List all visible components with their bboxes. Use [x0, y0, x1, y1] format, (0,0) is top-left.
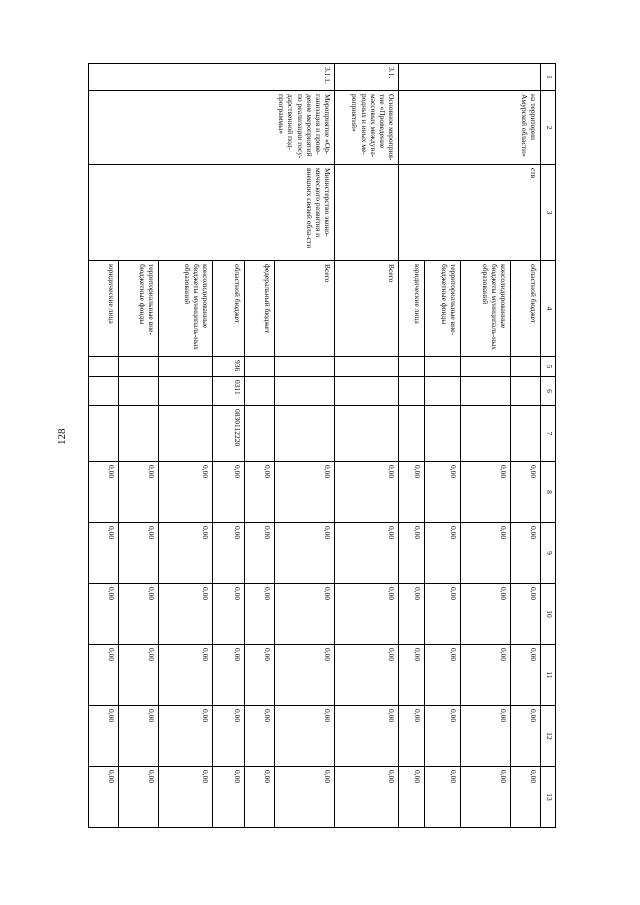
value-cell: 0,00 [213, 767, 245, 828]
value-cell: 0,00 [335, 767, 399, 828]
cell-grbs [159, 357, 213, 377]
value-cell: 0,00 [89, 767, 119, 828]
cell-c2: на территории Амурской области» [511, 91, 541, 165]
cell-source: юридические лица [399, 261, 425, 357]
header-cell: 5 [541, 357, 556, 377]
value-cell: 0,00 [511, 706, 541, 767]
cell-c1 [89, 64, 119, 91]
cell-grbs [425, 357, 461, 377]
cell-csr [119, 406, 159, 462]
cell-rz-pr [275, 377, 335, 406]
table-row [89, 64, 119, 828]
value-cell: 0,00 [159, 706, 213, 767]
header-cell: 7 [541, 406, 556, 462]
cell-csr [275, 406, 335, 462]
value-cell: 0,00 [213, 645, 245, 706]
value-cell: 0,00 [119, 584, 159, 645]
value-cell: 0,00 [335, 584, 399, 645]
cell-source: юридические лица [89, 261, 119, 357]
table-row [399, 64, 425, 828]
cell-source: Всего [335, 261, 399, 357]
value-cell: 0,00 [275, 645, 335, 706]
value-cell: 0,00 [89, 523, 119, 584]
cell-rz-pr [119, 377, 159, 406]
value-cell: 0,00 [399, 645, 425, 706]
value-cell: 0,00 [245, 706, 275, 767]
value-cell: 0,00 [213, 584, 245, 645]
cell-c2: Основное мероприя-тие «Проведение массовых междуна-родных и иных ме-роприятий» [335, 91, 399, 165]
cell-source: территориальные вне-бюджетные фонды [119, 261, 159, 357]
value-cell: 0,00 [245, 462, 275, 523]
cell-c1: 3.1. [335, 64, 399, 91]
header-cell: 10 [541, 584, 556, 645]
cell-c3 [213, 165, 245, 261]
cell-c3 [399, 165, 425, 261]
cell-c2 [119, 91, 159, 165]
cell-c1 [461, 64, 511, 91]
cell-rz-pr: 0311 [213, 377, 245, 406]
value-cell: 0,00 [399, 584, 425, 645]
value-cell: 0,00 [335, 645, 399, 706]
cell-grbs [275, 357, 335, 377]
cell-c2 [399, 91, 425, 165]
header-cell: 2 [541, 91, 556, 165]
cell-csr: 0830112220 [213, 406, 245, 462]
value-cell: 0,00 [461, 584, 511, 645]
cell-source: Всего [275, 261, 335, 357]
value-cell: 0,00 [89, 645, 119, 706]
value-cell: 0,00 [275, 706, 335, 767]
cell-source: консолидированные бюджеты муниципаль-ных образований [159, 261, 213, 357]
value-cell: 0,00 [511, 523, 541, 584]
cell-c1 [119, 64, 159, 91]
cell-c1 [511, 64, 541, 91]
cell-csr [245, 406, 275, 462]
cell-c1 [159, 64, 213, 91]
cell-source: областной бюджет [213, 261, 245, 357]
value-cell: 0,00 [511, 462, 541, 523]
header-cell: 9 [541, 523, 556, 584]
value-cell: 0,00 [213, 706, 245, 767]
value-cell: 0,00 [119, 767, 159, 828]
cell-source: консолидированные бюджеты муниципаль-ных образований [461, 261, 511, 357]
value-cell: 0,00 [159, 584, 213, 645]
header-cell: 8 [541, 462, 556, 523]
value-cell: 0,00 [425, 767, 461, 828]
cell-c2 [425, 91, 461, 165]
header-cell: 1 [541, 64, 556, 91]
cell-csr [511, 406, 541, 462]
cell-c1: 3.1.1. [275, 64, 335, 91]
table-row [245, 64, 275, 828]
value-cell: 0,00 [335, 462, 399, 523]
cell-c2 [213, 91, 245, 165]
value-cell: 0,00 [425, 523, 461, 584]
value-cell: 0,00 [213, 462, 245, 523]
cell-csr [425, 406, 461, 462]
cell-csr [89, 406, 119, 462]
value-cell: 0,00 [461, 706, 511, 767]
cell-c3 [119, 165, 159, 261]
cell-grbs [335, 357, 399, 377]
cell-source: территориальные вне-бюджетные фонды [425, 261, 461, 357]
value-cell: 0,00 [335, 706, 399, 767]
header-cell: 12 [541, 706, 556, 767]
header-cell: 4 [541, 261, 556, 357]
cell-c2 [89, 91, 119, 165]
value-cell: 0,00 [119, 462, 159, 523]
value-cell: 0,00 [335, 523, 399, 584]
cell-rz-pr [335, 377, 399, 406]
table-row [335, 64, 399, 828]
cell-c3 [159, 165, 213, 261]
value-cell: 0,00 [425, 645, 461, 706]
value-cell: 0,00 [245, 523, 275, 584]
value-cell: 0,00 [119, 523, 159, 584]
value-cell: 0,00 [425, 706, 461, 767]
value-cell: 0,00 [275, 462, 335, 523]
cell-c3 [335, 165, 399, 261]
value-cell: 0,00 [461, 462, 511, 523]
table-row [159, 64, 213, 828]
table-row [119, 64, 159, 828]
cell-grbs [119, 357, 159, 377]
value-cell: 0,00 [511, 767, 541, 828]
cell-source: федеральный бюджет [245, 261, 275, 357]
value-cell: 0,00 [461, 645, 511, 706]
value-cell: 0,00 [245, 767, 275, 828]
cell-c1 [425, 64, 461, 91]
cell-rz-pr [89, 377, 119, 406]
table-row [425, 64, 461, 828]
value-cell: 0,00 [159, 767, 213, 828]
rotated-table-container [107, 63, 556, 828]
cell-c1 [213, 64, 245, 91]
cell-c1 [399, 64, 425, 91]
cell-rz-pr [511, 377, 541, 406]
cell-csr [461, 406, 511, 462]
cell-c3: ств [511, 165, 541, 261]
value-cell: 0,00 [399, 462, 425, 523]
cell-c3: Министерство эконо-мического развития и внешних связей обла-сти [275, 165, 335, 261]
cell-c2 [245, 91, 275, 165]
cell-c2 [159, 91, 213, 165]
value-cell: 0,00 [511, 584, 541, 645]
cell-grbs [89, 357, 119, 377]
cell-c3 [245, 165, 275, 261]
table-row [275, 64, 335, 828]
cell-rz-pr [159, 377, 213, 406]
page-number: 128 [56, 428, 68, 445]
cell-rz-pr [399, 377, 425, 406]
header-row [541, 64, 556, 828]
value-cell: 0,00 [159, 645, 213, 706]
cell-rz-pr [245, 377, 275, 406]
cell-csr [399, 406, 425, 462]
value-cell: 0,00 [89, 462, 119, 523]
table-row [461, 64, 511, 828]
cell-grbs: 936 [213, 357, 245, 377]
header-cell: 6 [541, 377, 556, 406]
value-cell: 0,00 [159, 462, 213, 523]
cell-c1 [245, 64, 275, 91]
cell-source: областной бюджет [511, 261, 541, 357]
cell-c3 [89, 165, 119, 261]
value-cell: 0,00 [399, 767, 425, 828]
table-row [213, 64, 245, 828]
cell-c2: Мероприятие «Ор-ганизация и прове-дение мероприятий по реализации госу-дарственной под-программы» [275, 91, 335, 165]
value-cell: 0,00 [275, 584, 335, 645]
value-cell: 0,00 [89, 706, 119, 767]
value-cell: 0,00 [399, 523, 425, 584]
value-cell: 0,00 [119, 645, 159, 706]
cell-csr [159, 406, 213, 462]
value-cell: 0,00 [399, 706, 425, 767]
value-cell: 0,00 [119, 706, 159, 767]
cell-grbs [461, 357, 511, 377]
value-cell: 0,00 [461, 767, 511, 828]
cell-grbs [511, 357, 541, 377]
cell-c2 [461, 91, 511, 165]
value-cell: 0,00 [275, 767, 335, 828]
cell-grbs [399, 357, 425, 377]
value-cell: 0,00 [425, 584, 461, 645]
cell-csr [335, 406, 399, 462]
value-cell: 0,00 [425, 462, 461, 523]
cell-rz-pr [425, 377, 461, 406]
header-cell: 13 [541, 767, 556, 828]
budget-table [88, 63, 556, 828]
table-row [511, 64, 541, 828]
value-cell: 0,00 [511, 645, 541, 706]
value-cell: 0,00 [89, 584, 119, 645]
cell-c3 [461, 165, 511, 261]
value-cell: 0,00 [245, 645, 275, 706]
header-cell: 3 [541, 165, 556, 261]
cell-grbs [245, 357, 275, 377]
value-cell: 0,00 [213, 523, 245, 584]
value-cell: 0,00 [245, 584, 275, 645]
value-cell: 0,00 [461, 523, 511, 584]
value-cell: 0,00 [275, 523, 335, 584]
value-cell: 0,00 [159, 523, 213, 584]
cell-c3 [425, 165, 461, 261]
header-cell: 11 [541, 645, 556, 706]
cell-rz-pr [461, 377, 511, 406]
